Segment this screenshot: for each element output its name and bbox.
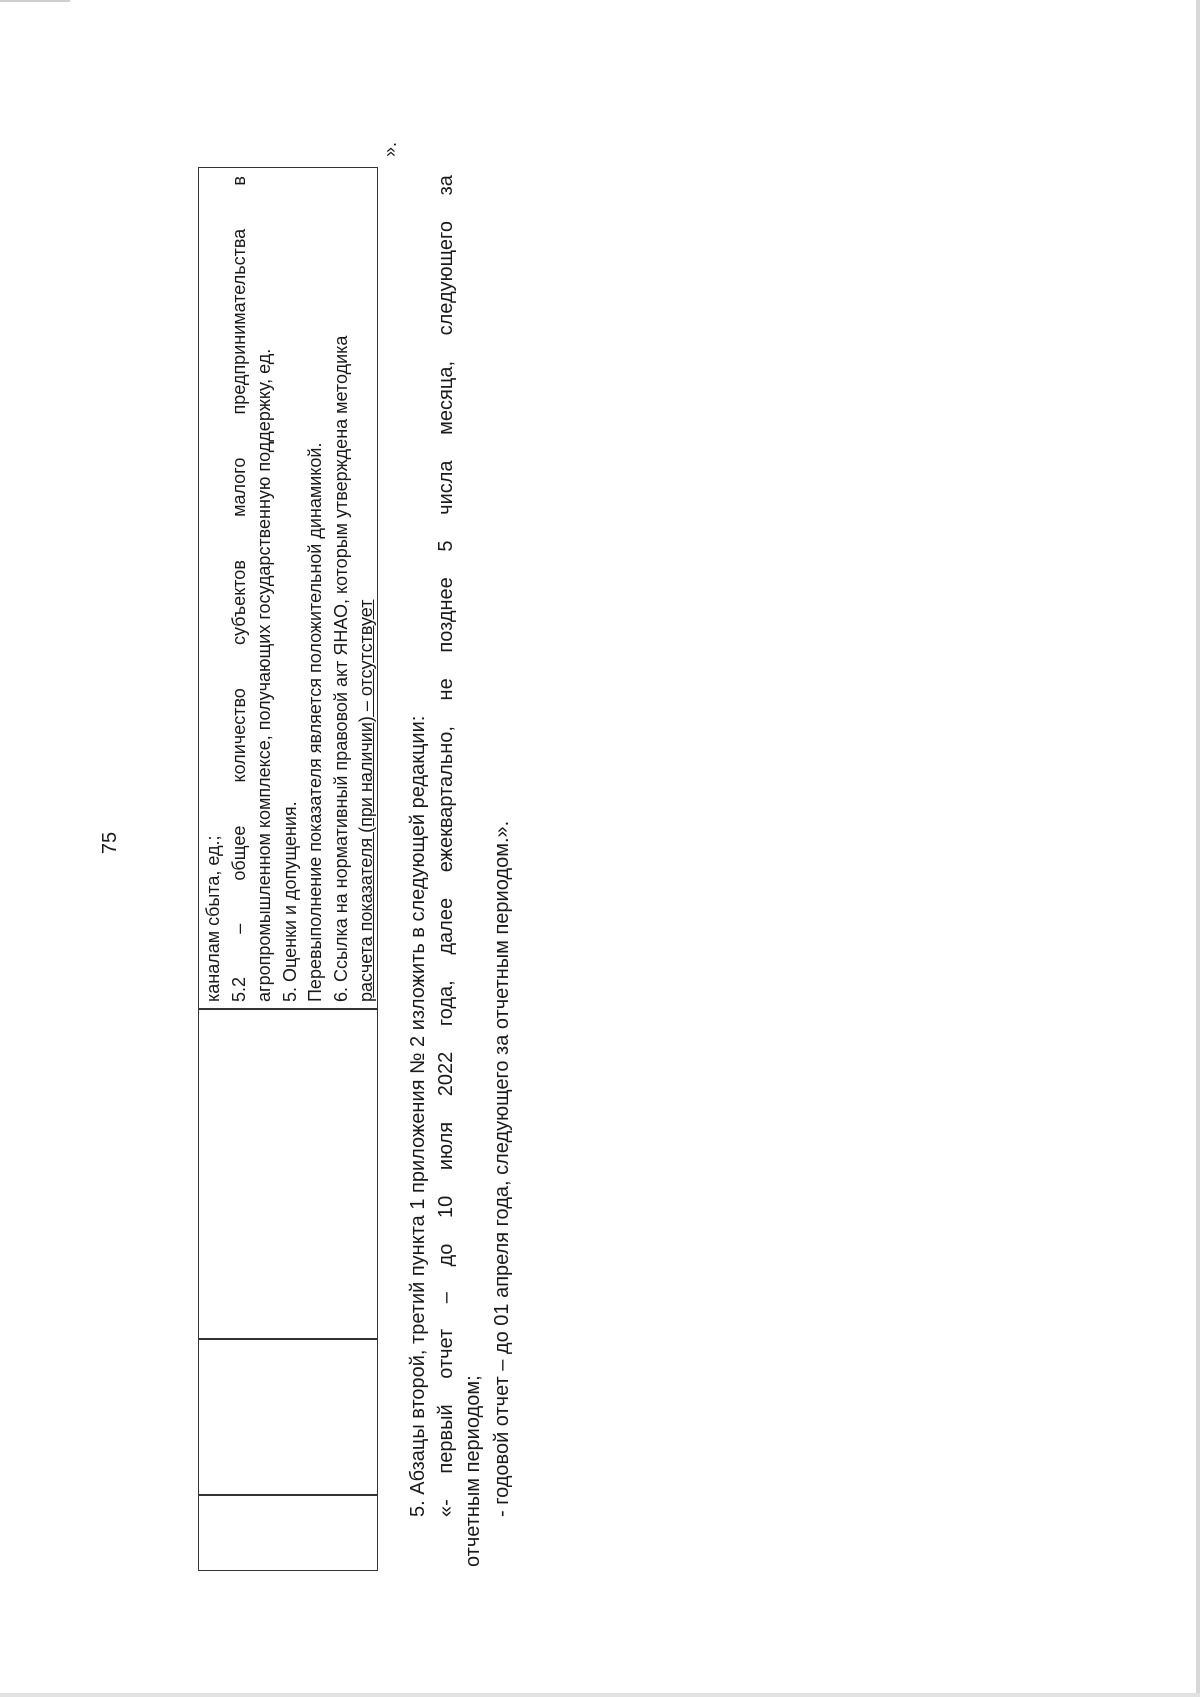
word: 5 (435, 540, 457, 552)
table-cell-line: Перевыполнение показателя является положительной динамикой. (305, 442, 325, 1002)
table-cell-line: агропромышленном комплексе, получающих государственную поддержку, ед. (254, 348, 274, 1002)
page-number: 75 (99, 831, 121, 855)
word: ежеквартально, (435, 726, 457, 873)
table-column-divider (199, 1495, 377, 1497)
word: до (435, 1243, 457, 1267)
paragraph: 5. Абзацы второй, третий пункта 1 приложения № 2 изложить в следующей редакции: (407, 715, 429, 1517)
word: следующего (435, 221, 457, 336)
table-cell-line: расчета показателя (при наличии) – отсутствует (356, 599, 376, 1002)
table-cell-line: 5. Оценки и допущения. (279, 801, 300, 1002)
word: не (435, 678, 457, 701)
paragraph-justified (433, 175, 459, 1517)
word: отчет (435, 1328, 457, 1379)
paragraph-continuation: отчетным периодом; (462, 1375, 484, 1567)
word: 2022 (435, 1051, 457, 1097)
table-cell-line: каналам сбыта, ед.; (203, 835, 223, 1002)
word: числа (435, 460, 457, 515)
word: количество (228, 688, 249, 783)
table-cell-line: 6. Ссылка на нормативный правовой акт ЯНАО, которым утверждена методика (330, 335, 351, 1002)
word: «- (435, 1499, 457, 1517)
indicator-table (198, 167, 378, 1571)
paragraph: - годовой отчет – до 01 апреля года, следующего за отчетным периодом.». (491, 820, 513, 1517)
table-cell-line-justified (227, 176, 253, 1002)
word: 5.2 (228, 976, 249, 1002)
table-column-divider (199, 1009, 377, 1011)
word: субъектов (228, 560, 249, 645)
word: малого (228, 457, 249, 517)
word: – (228, 923, 249, 934)
word: общее (228, 825, 249, 881)
word: июля (435, 1121, 457, 1171)
word: первый (435, 1404, 457, 1474)
word: далее (435, 897, 457, 955)
word: месяца, (435, 360, 457, 435)
word: позднее (435, 577, 457, 653)
word: – (435, 1292, 457, 1304)
table-cell-description (201, 176, 380, 1002)
table-column-divider (199, 1339, 377, 1341)
word: года, (435, 980, 457, 1027)
word: за (435, 175, 457, 196)
closing-quote: ». (380, 141, 400, 157)
word: в (228, 176, 249, 186)
word: 10 (435, 1195, 457, 1219)
word: предпринимательства (228, 228, 249, 415)
